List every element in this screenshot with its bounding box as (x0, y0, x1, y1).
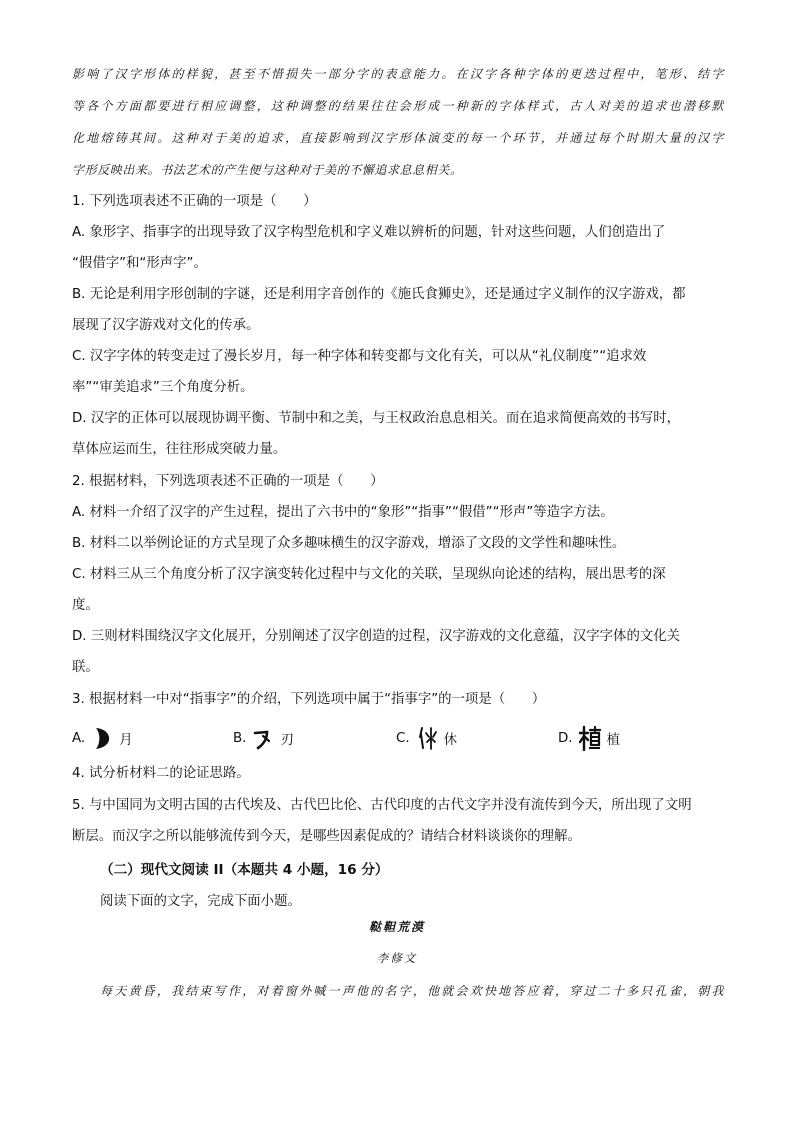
option-letter: D. (558, 730, 573, 746)
passage-line: 化地熔铸其间。这种对于美的追求，直接影响到汉字形体演变的每一个环节，并通过每个时期大量的汉字 (72, 131, 724, 145)
question-stem: 2. 根据材料，下列选项表述不正确的一项是（ ） (72, 474, 384, 489)
article-title: 鞑靼荒漠 (368, 920, 425, 934)
option-c: C. 材料三从三个角度分析了汉字演变转化过程中与文化的关联，呈现纵向论述的结构，展出思考的深 (72, 567, 666, 582)
option-d-cont: 草体应运而生，往往形成突破力量。 (72, 442, 287, 457)
option-d (558, 721, 620, 755)
question-stem: 4. 试分析材料二的论证思路。 (72, 766, 250, 781)
article-first-line: 每天黄昏，我结束写作，对着窗外喊一声他的名字，他就会欢快地答应着，穿过二十多只孔雀，朝我 (100, 984, 724, 998)
option-letter: A. (72, 730, 86, 746)
option-b-cont: 展现了汉字游戏对文化的传承。 (72, 318, 260, 333)
passage-text (72, 58, 724, 186)
option-d: D. 汉字的正体可以展现协调平衡、节制中和之美，与王权政治息息相关。而在追求简便高效的书写时， (72, 411, 681, 426)
ancient-rest-glyph-icon (416, 725, 438, 751)
option-c-cont: 率”“审美追求”三个角度分析。 (72, 380, 254, 395)
question-1 (72, 186, 724, 465)
section-heading: （二）现代文阅读 II（本题共 4 小题，16 分） (100, 862, 389, 878)
option-c-cont: 度。 (72, 598, 99, 613)
question-stem: 3. 根据材料一中对“指事字”的介绍，下列选项中属于“指事字”的一项是（ ） (72, 692, 546, 707)
option-letter: B. (233, 730, 247, 746)
passage-line: 字形反映出来。书法艺术的产生便与这种对于美的不懈追求息息相关。 (72, 163, 463, 177)
option-a (72, 721, 133, 755)
article-author: 李修文 (376, 951, 418, 965)
option-c (396, 721, 457, 755)
question-stem: 5. 与中国同为文明古国的古代埃及、古代巴比伦、古代印度的古代文字并没有流传到今天，所出现了文明 (72, 798, 692, 813)
option-char: 休 (443, 732, 457, 748)
ancient-moon-glyph-icon (91, 725, 113, 751)
option-c: C. 汉字字体的转变走过了漫长岁月，每一种字体和转变都与文化有关，可以从“礼仪制度”“追求效 (72, 349, 647, 364)
ancient-blade-glyph-icon (252, 725, 274, 751)
passage-line: 影响了汉字形体的样貌，甚至不惜损失一部分字的表意能力。在汉字各种字体的更迭过程中，笔形、结字 (72, 67, 724, 81)
question-2 (72, 466, 724, 683)
question-5 (72, 790, 724, 852)
question-stem-cont: 断层。而汉字之所以能够流传到今天，是哪些因素促成的？请结合材料谈谈你的理解。 (72, 829, 581, 844)
option-a: A. 象形字、指事字的出现导致了汉字构型危机和字义难以辨析的问题，针对这些问题，人们创造出了 (72, 225, 666, 240)
question-stem: 1. 下列选项表述不正确的一项是（ ） (72, 194, 317, 209)
option-char: 植 (606, 732, 620, 748)
ancient-plant-glyph-icon (579, 725, 601, 751)
question-4 (72, 758, 724, 789)
option-b: B. 无论是利用字形创制的字谜，还是利用字音创作的《施氏食狮史》，还是通过字义制作的汉字游戏，都 (72, 287, 686, 302)
option-a: A. 材料一介绍了汉字的产生过程，提出了六书中的“象形”“指事”“假借”“形声”等造字方法。 (72, 505, 614, 520)
option-a-cont: “假借字”和“形声字”。 (72, 256, 207, 271)
passage-line: 等各个方面都要进行相应调整，这种调整的结果往往会形成一种新的字体样式，古人对美的追求也潜移默 (72, 99, 724, 113)
question-3-options (72, 721, 724, 755)
option-b (233, 721, 294, 755)
section-instruction: 阅读下面的文字，完成下面小题。 (100, 894, 301, 909)
option-d-cont: 联。 (72, 660, 99, 675)
option-char: 月 (119, 732, 133, 748)
question-3 (72, 684, 724, 715)
option-d: D. 三则材料围绕汉字文化展开，分别阐述了汉字创造的过程，汉字游戏的文化意蕴，汉字字体的文化关 (72, 629, 681, 644)
option-letter: C. (396, 730, 410, 746)
option-char: 刃 (280, 732, 294, 748)
option-b: B. 材料二以举例论证的方式呈现了众多趣味横生的汉字游戏，增添了文段的文学性和趣味性。 (72, 536, 626, 551)
